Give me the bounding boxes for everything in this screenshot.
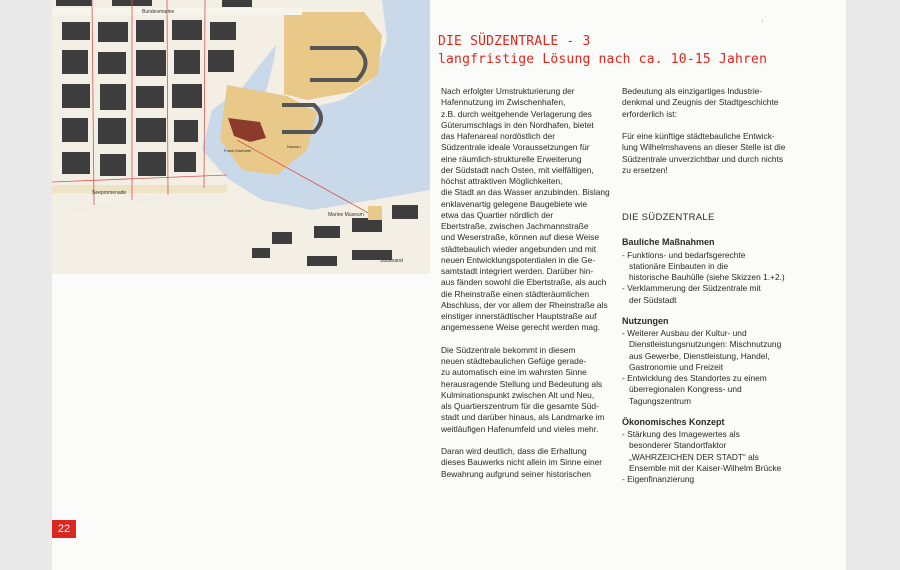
map-road-top bbox=[52, 8, 302, 15]
site-plan-map bbox=[52, 0, 430, 274]
map-museum-site bbox=[368, 206, 382, 220]
map-label-seepromenade: Seepromenade bbox=[92, 190, 127, 196]
corner-mark: ' bbox=[762, 20, 764, 27]
subheading-oekonomisches-konzept: Ökonomisches Konzept bbox=[622, 416, 725, 427]
list-item: - Weiterer Ausbau der Kultur- und Dienstleistungsnutzungen: Mischnutzung aus Gewerbe, Dienstleistung, Handel, Gastronomie und Freizeit bbox=[622, 328, 782, 372]
text-column-right bbox=[622, 86, 812, 485]
paragraph: Nach erfolgter Umstrukturierung der Hafennutzung im Zwischenhafen, z.B. durch weitgehende Verlagerung des Güterumschlags in den Nordhafen, bietet das Hafenareal nordöstlich der Südzentrale ideale Voraussetzungen für eine räumlich-strukturelle Erweiterung der Südstadt nach Osten, mit vielfältigen, höchst attraktiven Möglichkeiten, die Stadt an das Wasser anzubinden. Bislang enklavenartig gelegene Baugebiete wie etwa das Quartier nördlich der Ebertstraße, zwischen Jachmannstraße und Weserstraße, können auf diese Weise städtebaulich wieder angebunden und mit neuen Entwicklungspotentialen in die Ge- samtstadt integriert werden. Darüber hin- aus fänden sowohl die Ebertstraße, als auch die Rheinstraße einen städteräumlichen Abschluss, der vor allem der Rheinstraße als einstiger innerstädtischer Hauptstraße auf angemessene Weise gerecht werden mag. bbox=[441, 86, 610, 333]
list-item: - Entwicklung des Standortes zu einem überregionalen Kongress- und Tagungszentrum bbox=[622, 373, 767, 406]
map-label-bundesmarine: Bundesmarine bbox=[142, 9, 175, 15]
map-label-suedstrand: Südstrand bbox=[380, 258, 403, 264]
list-item: - Funktions- und bedarfsgerechte stationäre Einbauten in die historische Bauhülle (siehe Skizzen 1.+2.) bbox=[622, 249, 785, 282]
heading-line-2: langfristige Lösung nach ca. 10-15 Jahren bbox=[438, 52, 768, 67]
paragraph: Für eine künftige städtebauliche Entwick- lung Wilhelmshavens an dieser Stelle ist die Südzentrale unverzichtbar und durch nichts zu ersetzen! bbox=[622, 131, 786, 175]
section-title: DIE SÜDZENTRALE bbox=[622, 212, 715, 223]
subheading-nutzungen: Nutzungen bbox=[622, 315, 669, 326]
page-number: 22 bbox=[52, 520, 76, 538]
list-bauliche-massnahmen bbox=[622, 250, 812, 306]
subheading-bauliche-massnahmen: Bauliche Maßnahmen bbox=[622, 237, 715, 248]
text-column-left bbox=[441, 86, 611, 491]
paragraph: Bedeutung als einzigartiges Industrie- denkmal und Zeugnis der Stadtgeschichte erforderlich ist: bbox=[622, 86, 779, 119]
page-heading bbox=[438, 33, 767, 69]
list-item: - Stärkung des Imagewertes als besonderer Standortfaktor „WAHRZEICHEN DER STADT“ als Ensemble mit der Kaiser-Wilhelm Brücke bbox=[622, 429, 782, 473]
paragraph: Die Südzentrale bekommt in diesem neuen städtebaulichen Gefüge gerade- zu automatisch eine im wahrsten Sinne herausragende Stellung und Bedeutung als Kulminationspunkt zwischen Alt und Neu, als Quartierszentrum für die gesamte Süd- stadt und darüber hinaus, als Landmarke im weitläufigen Hafenumfeld und vieles mehr. bbox=[441, 344, 605, 434]
list-item: - Verklammerung der Südzentrale mit der Südstadt bbox=[622, 283, 761, 305]
map-label-nassau: Nassau bbox=[287, 144, 301, 149]
map-promenade bbox=[52, 185, 227, 193]
list-item: - Eigenfinanzierung bbox=[622, 474, 695, 484]
list-nutzungen bbox=[622, 328, 812, 407]
list-oekonomisches-konzept bbox=[622, 429, 812, 485]
map-label-marine-museum: Marine Museum bbox=[328, 212, 364, 218]
paragraph: Daran wird deutlich, dass die Erhaltung dieses Bauwerks nicht allein im Sinne einer Bewahrung aufgrund seiner historischen bbox=[441, 446, 603, 479]
map-label-frank-marbarte: Frank Marbarte bbox=[224, 148, 252, 153]
heading-line-1: DIE SÜDZENTRALE - 3 bbox=[438, 34, 591, 49]
